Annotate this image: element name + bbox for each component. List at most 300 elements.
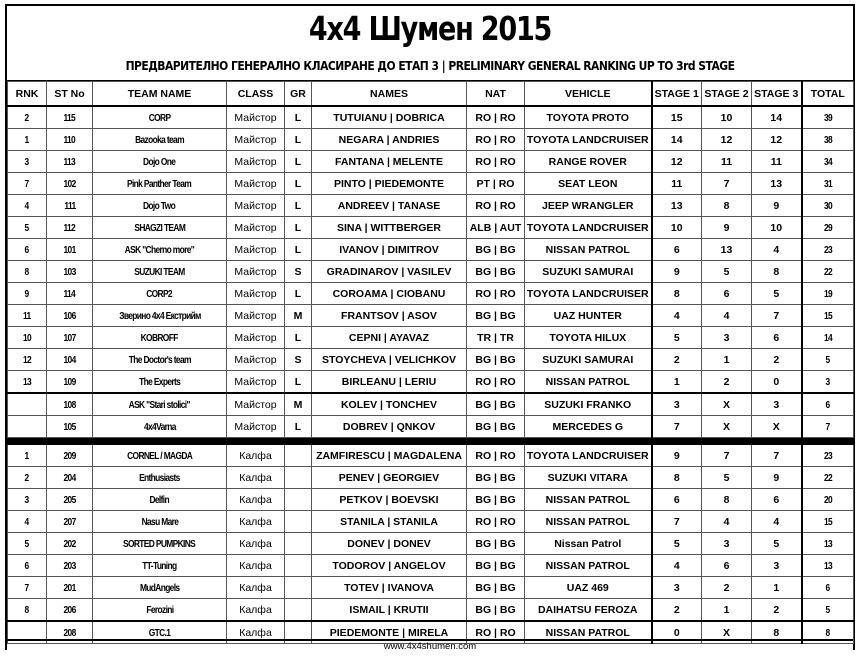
total-cell: [802, 371, 854, 394]
crew-names-cell: TODOROV | ANGELOV: [312, 555, 467, 577]
team-name-cell-text: Delfin: [149, 493, 170, 506]
kalfa-section: [8, 445, 854, 644]
total-cell-text: 13: [823, 559, 832, 572]
start-number-cell-text: 102: [63, 177, 76, 190]
team-name-cell-text: Pink Panther Team: [127, 177, 192, 190]
rank-cell: [8, 106, 47, 129]
group-cell: L: [285, 416, 312, 438]
total-cell-text: 29: [823, 221, 832, 234]
crew-names-cell: CEPNI | AYAVAZ: [312, 327, 467, 349]
stage2-cell: 6: [702, 283, 752, 305]
total-cell: [802, 217, 854, 239]
rank-cell-text: 5: [24, 221, 30, 234]
crew-names-cell: IVANOV | DIMITROV: [312, 239, 467, 261]
vehicle-cell: TOYOTA LANDCRUISER: [525, 283, 652, 305]
class-separator: [8, 438, 854, 445]
stage3-cell: 9: [752, 195, 802, 217]
start-number-cell: [47, 305, 93, 327]
col-header-stage2: STAGE 2: [702, 82, 752, 107]
nationality-cell: RO | RO: [467, 106, 525, 129]
total-cell-text: 7: [825, 420, 830, 433]
table-row: [8, 129, 854, 151]
start-number-cell: [47, 261, 93, 283]
vehicle-cell: UAZ 469: [525, 577, 652, 599]
team-name-cell-text: Dojo One: [143, 155, 176, 168]
col-header-stage3: STAGE 3: [752, 82, 802, 107]
table-row: [8, 416, 854, 438]
total-cell-text: 6: [825, 581, 830, 594]
rank-cell: [8, 393, 47, 416]
total-cell-text: 19: [823, 287, 832, 300]
class-cell: Калфа: [227, 445, 285, 467]
team-name-cell: [93, 416, 227, 438]
table-row: [8, 599, 854, 622]
start-number-cell-text: 204: [63, 471, 76, 484]
stage2-cell: 13: [702, 239, 752, 261]
total-cell: [802, 173, 854, 195]
nationality-cell: BG | BG: [467, 489, 525, 511]
start-number-cell: [47, 445, 93, 467]
total-cell-text: 15: [823, 515, 832, 528]
start-number-cell: [47, 327, 93, 349]
table-row: [8, 577, 854, 599]
vehicle-cell: NISSAN PATROL: [525, 511, 652, 533]
rank-cell: [8, 416, 47, 438]
col-header-rnk: RNK: [8, 82, 47, 107]
rank-cell-text: 1: [24, 449, 30, 462]
rank-cell: [8, 511, 47, 533]
stage2-cell: 7: [702, 173, 752, 195]
team-name-cell: [93, 371, 227, 394]
class-cell: Майстор: [227, 393, 285, 416]
team-name-cell-text: ASK "Stari stolici": [128, 398, 191, 411]
nationality-cell: RO | RO: [467, 195, 525, 217]
team-name-cell: [93, 151, 227, 173]
team-name-cell-text: Bazooka team: [135, 133, 184, 146]
team-name-cell-text: TT-Tuning: [142, 559, 177, 572]
nationality-cell: BG | BG: [467, 555, 525, 577]
table-row: [8, 283, 854, 305]
stage2-cell: 5: [702, 261, 752, 283]
total-cell: [802, 577, 854, 599]
start-number-cell: [47, 467, 93, 489]
maistor-section: [8, 106, 854, 438]
team-name-cell-text: Зверино 4x4 Екстрийм: [118, 309, 201, 322]
crew-names-cell: NEGARA | ANDRIES: [312, 129, 467, 151]
rank-cell-text: 6: [24, 243, 30, 256]
table-row: [8, 349, 854, 371]
table-row: [8, 106, 854, 129]
total-cell-text: 34: [823, 155, 832, 168]
stage1-cell: 7: [652, 416, 702, 438]
separator-row: [8, 438, 854, 445]
nationality-cell: BG | BG: [467, 467, 525, 489]
stage1-cell: 3: [652, 393, 702, 416]
stage1-cell: 15: [652, 106, 702, 129]
group-cell: M: [285, 305, 312, 327]
crew-names-cell: PENEV | GEORGIEV: [312, 467, 467, 489]
start-number-cell: [47, 283, 93, 305]
table-row: [8, 217, 854, 239]
total-cell-text: 20: [823, 493, 832, 506]
class-cell: Майстор: [227, 327, 285, 349]
team-name-cell: [93, 599, 227, 622]
vehicle-cell: NISSAN PATROL: [525, 371, 652, 394]
start-number-cell-text: 114: [63, 287, 76, 300]
start-number-cell: [47, 393, 93, 416]
total-cell: [802, 106, 854, 129]
start-number-cell-text: 115: [63, 111, 76, 124]
crew-names-cell: DONEV | DONEV: [312, 533, 467, 555]
col-header-stno: ST No: [47, 82, 93, 107]
team-name-cell-text: SHAGZI TEAM: [134, 221, 185, 234]
rank-cell: [8, 555, 47, 577]
crew-names-cell: PIEDEMONTE | MIRELA: [312, 621, 467, 644]
stage1-cell: 10: [652, 217, 702, 239]
rank-cell: [8, 261, 47, 283]
rank-cell: [8, 151, 47, 173]
group-cell: L: [285, 173, 312, 195]
start-number-cell-text: 105: [63, 420, 76, 433]
col-header-nat: NAT: [467, 82, 525, 107]
start-number-cell-text: 103: [63, 265, 76, 278]
total-cell-text: 38: [823, 133, 832, 146]
rank-cell-text: 9: [24, 287, 30, 300]
class-cell: Майстор: [227, 261, 285, 283]
crew-names-cell: SINA | WITTBERGER: [312, 217, 467, 239]
ranking-table: [7, 81, 854, 644]
class-cell: Майстор: [227, 371, 285, 394]
team-name-cell: [93, 239, 227, 261]
nationality-cell: BG | BG: [467, 349, 525, 371]
group-cell: S: [285, 261, 312, 283]
group-cell: L: [285, 239, 312, 261]
total-cell: [802, 305, 854, 327]
table-row: [8, 555, 854, 577]
nationality-cell: TR | TR: [467, 327, 525, 349]
class-cell: Калфа: [227, 467, 285, 489]
rank-cell-text: 7: [24, 177, 30, 190]
team-name-cell-text: KOBROFF: [140, 331, 179, 344]
vehicle-cell: SEAT LEON: [525, 173, 652, 195]
team-name-cell: [93, 489, 227, 511]
class-cell: Калфа: [227, 511, 285, 533]
page-subtitle: ПРЕДВАРИТЕЛНО ГЕНЕРАЛНО КЛАСИРАНЕ ДО ЕТАП 3 | PRELIMINARY GENERAL RANKING UP TO 3rd STAGE: [125, 58, 735, 73]
stage2-cell: 12: [702, 129, 752, 151]
nationality-cell: BG | BG: [467, 239, 525, 261]
team-name-cell-text: ASK "Cherno more": [124, 243, 195, 256]
stage3-cell: 10: [752, 217, 802, 239]
total-cell-text: 5: [825, 353, 830, 366]
team-name-cell-text: CORP2: [146, 287, 173, 300]
team-name-cell: [93, 305, 227, 327]
table-row: [8, 261, 854, 283]
stage1-cell: 4: [652, 555, 702, 577]
group-cell: [285, 489, 312, 511]
crew-names-cell: PETKOV | BOEVSKI: [312, 489, 467, 511]
stage3-cell: 9: [752, 467, 802, 489]
team-name-cell: [93, 511, 227, 533]
table-row: [8, 239, 854, 261]
start-number-cell: [47, 371, 93, 394]
class-cell: Майстор: [227, 195, 285, 217]
total-cell-text: 14: [823, 331, 832, 344]
rank-cell-text: 7: [24, 581, 30, 594]
team-name-cell: [93, 217, 227, 239]
crew-names-cell: COROAMA | CIOBANU: [312, 283, 467, 305]
start-number-cell-text: 208: [63, 626, 76, 639]
total-cell-text: 3: [825, 375, 830, 388]
start-number-cell-text: 109: [63, 375, 76, 388]
team-name-cell: [93, 445, 227, 467]
total-cell-text: 15: [823, 309, 832, 322]
total-cell: [802, 467, 854, 489]
group-cell: M: [285, 393, 312, 416]
team-name-cell: [93, 283, 227, 305]
stage2-cell: 11: [702, 151, 752, 173]
total-cell-text: 8: [825, 626, 830, 639]
rank-cell-text: 8: [24, 265, 30, 278]
vehicle-cell: NISSAN PATROL: [525, 621, 652, 644]
nationality-cell: BG | BG: [467, 533, 525, 555]
total-cell: [802, 349, 854, 371]
nationality-cell: BG | BG: [467, 577, 525, 599]
total-cell-text: 22: [823, 265, 832, 278]
group-cell: [285, 445, 312, 467]
crew-names-cell: GRADINAROV | VASILEV: [312, 261, 467, 283]
stage1-cell: 9: [652, 445, 702, 467]
crew-names-cell: BIRLEANU | LERIU: [312, 371, 467, 394]
team-name-cell: [93, 349, 227, 371]
stage1-cell: 6: [652, 489, 702, 511]
rank-cell: [8, 283, 47, 305]
nationality-cell: ALB | AUT: [467, 217, 525, 239]
total-cell-text: 5: [825, 603, 830, 616]
stage1-cell: 5: [652, 327, 702, 349]
start-number-cell-text: 203: [63, 559, 76, 572]
total-cell: [802, 151, 854, 173]
total-cell: [802, 239, 854, 261]
class-cell: Калфа: [227, 577, 285, 599]
total-cell-text: 23: [823, 449, 832, 462]
team-name-cell-text: 4x4Varna: [143, 420, 176, 433]
vehicle-cell: DAIHATSU FEROZA: [525, 599, 652, 622]
group-cell: [285, 577, 312, 599]
team-name-cell: [93, 129, 227, 151]
rank-cell-text: 8: [24, 603, 30, 616]
stage2-cell: 8: [702, 489, 752, 511]
vehicle-cell: NISSAN PATROL: [525, 489, 652, 511]
start-number-cell-text: 108: [63, 398, 76, 411]
vehicle-cell: UAZ HUNTER: [525, 305, 652, 327]
start-number-cell-text: 205: [63, 493, 76, 506]
nationality-cell: RO | RO: [467, 511, 525, 533]
stage1-cell: 12: [652, 151, 702, 173]
rank-cell-text: 4: [24, 515, 30, 528]
group-cell: [285, 511, 312, 533]
rank-cell-text: 4: [24, 199, 30, 212]
stage3-cell: 8: [752, 261, 802, 283]
rank-cell: [8, 467, 47, 489]
rank-cell: [8, 489, 47, 511]
stage3-cell: 0: [752, 371, 802, 394]
crew-names-cell: ZAMFIRESCU | MAGDALENA: [312, 445, 467, 467]
footer-url: www.4x4shumen.com: [7, 639, 853, 654]
team-name-cell: [93, 106, 227, 129]
stage3-cell: 3: [752, 555, 802, 577]
rank-cell: [8, 217, 47, 239]
rank-cell-text: 6: [24, 559, 30, 572]
group-cell: [285, 555, 312, 577]
stage1-cell: 13: [652, 195, 702, 217]
stage2-cell: X: [702, 621, 752, 644]
group-cell: L: [285, 195, 312, 217]
stage2-cell: 10: [702, 106, 752, 129]
table-row: [8, 393, 854, 416]
vehicle-cell: JEEP WRANGLER: [525, 195, 652, 217]
stage1-cell: 14: [652, 129, 702, 151]
group-cell: [285, 533, 312, 555]
team-name-cell: [93, 173, 227, 195]
stage3-cell: 2: [752, 599, 802, 622]
table-row: [8, 467, 854, 489]
stage3-cell: 7: [752, 445, 802, 467]
total-cell: [802, 533, 854, 555]
start-number-cell-text: 107: [63, 331, 76, 344]
stage3-cell: 1: [752, 577, 802, 599]
stage1-cell: 9: [652, 261, 702, 283]
start-number-cell: [47, 349, 93, 371]
stage3-cell: X: [752, 416, 802, 438]
stage3-cell: 8: [752, 621, 802, 644]
vehicle-cell: NISSAN PATROL: [525, 555, 652, 577]
total-cell: [802, 195, 854, 217]
start-number-cell: [47, 416, 93, 438]
total-cell-text: 31: [823, 177, 832, 190]
separator-bar: [8, 438, 854, 445]
team-name-cell: [93, 195, 227, 217]
table-row: [8, 371, 854, 394]
vehicle-cell: NISSAN PATROL: [525, 239, 652, 261]
class-cell: Калфа: [227, 489, 285, 511]
nationality-cell: BG | BG: [467, 416, 525, 438]
rank-cell-text: 1: [24, 133, 30, 146]
team-name-cell-text: GTC.1: [148, 626, 171, 639]
rank-cell: [8, 371, 47, 394]
nationality-cell: RO | RO: [467, 283, 525, 305]
stage2-cell: 1: [702, 599, 752, 622]
team-name-cell: [93, 555, 227, 577]
team-name-cell-text: Ferozini: [145, 603, 174, 616]
rank-cell: [8, 173, 47, 195]
class-cell: Калфа: [227, 621, 285, 644]
total-cell: [802, 416, 854, 438]
vehicle-cell: TOYOTA PROTO: [525, 106, 652, 129]
group-cell: L: [285, 151, 312, 173]
rank-cell: [8, 195, 47, 217]
rank-cell-text: 3: [24, 493, 30, 506]
start-number-cell-text: 106: [63, 309, 76, 322]
group-cell: L: [285, 371, 312, 394]
rank-cell-text: 3: [24, 155, 30, 168]
stage2-cell: 8: [702, 195, 752, 217]
start-number-cell: [47, 106, 93, 129]
stage2-cell: 3: [702, 327, 752, 349]
vehicle-cell: TOYOTA LANDCRUISER: [525, 217, 652, 239]
rank-cell-text: 10: [22, 331, 32, 344]
total-cell: [802, 511, 854, 533]
start-number-cell: [47, 173, 93, 195]
rank-cell: [8, 349, 47, 371]
stage2-cell: 4: [702, 511, 752, 533]
crew-names-cell: STANILA | STANILA: [312, 511, 467, 533]
col-header-gr: GR: [285, 82, 312, 107]
vehicle-cell: SUZUKI SAMURAI: [525, 349, 652, 371]
total-cell: [802, 129, 854, 151]
team-name-cell-text: SUZUKI TEAM: [134, 265, 185, 278]
crew-names-cell: DOBREV | QNKOV: [312, 416, 467, 438]
nationality-cell: BG | BG: [467, 393, 525, 416]
team-name-cell-text: Enthusiasts: [139, 471, 180, 484]
team-name-cell-text: The Experts: [138, 375, 181, 388]
nationality-cell: RO | RO: [467, 151, 525, 173]
rank-cell-text: 2: [24, 471, 30, 484]
crew-names-cell: STOYCHEVA | VELICHKOV: [312, 349, 467, 371]
start-number-cell: [47, 599, 93, 622]
crew-names-cell: ISMAIL | KRUTII: [312, 599, 467, 622]
group-cell: L: [285, 327, 312, 349]
stage2-cell: 6: [702, 555, 752, 577]
start-number-cell-text: 101: [63, 243, 76, 256]
nationality-cell: RO | RO: [467, 621, 525, 644]
total-cell-text: 23: [823, 243, 832, 256]
vehicle-cell: Nissan Patrol: [525, 533, 652, 555]
stage2-cell: 9: [702, 217, 752, 239]
vehicle-cell: TOYOTA LANDCRUISER: [525, 129, 652, 151]
stage1-cell: 5: [652, 533, 702, 555]
stage3-cell: 4: [752, 239, 802, 261]
stage3-cell: 4: [752, 511, 802, 533]
stage3-cell: 3: [752, 393, 802, 416]
nationality-cell: PT | RO: [467, 173, 525, 195]
group-cell: [285, 599, 312, 622]
nationality-cell: RO | RO: [467, 129, 525, 151]
stage3-cell: 7: [752, 305, 802, 327]
title-band: [7, 6, 853, 82]
team-name-cell-text: The Doctor's team: [128, 353, 191, 366]
table-row: [8, 511, 854, 533]
vehicle-cell: RANGE ROVER: [525, 151, 652, 173]
start-number-cell: [47, 489, 93, 511]
start-number-cell-text: 209: [63, 449, 76, 462]
team-name-cell: [93, 327, 227, 349]
stage3-cell: 11: [752, 151, 802, 173]
team-name-cell: [93, 577, 227, 599]
team-name-cell-text: Dojo Two: [143, 199, 176, 212]
vehicle-cell: SUZUKI FRANKO: [525, 393, 652, 416]
rank-cell-text: 2: [24, 111, 30, 124]
nationality-cell: RO | RO: [467, 445, 525, 467]
team-name-cell-text: SORTED PUMPKINS: [123, 537, 196, 550]
vehicle-cell: TOYOTA HILUX: [525, 327, 652, 349]
start-number-cell-text: 111: [63, 199, 76, 212]
start-number-cell: [47, 129, 93, 151]
team-name-cell: [93, 261, 227, 283]
team-name-cell-text: Nasu Mare: [141, 515, 178, 528]
crew-names-cell: KOLEV | TONCHEV: [312, 393, 467, 416]
rank-cell: [8, 129, 47, 151]
class-cell: Калфа: [227, 599, 285, 622]
